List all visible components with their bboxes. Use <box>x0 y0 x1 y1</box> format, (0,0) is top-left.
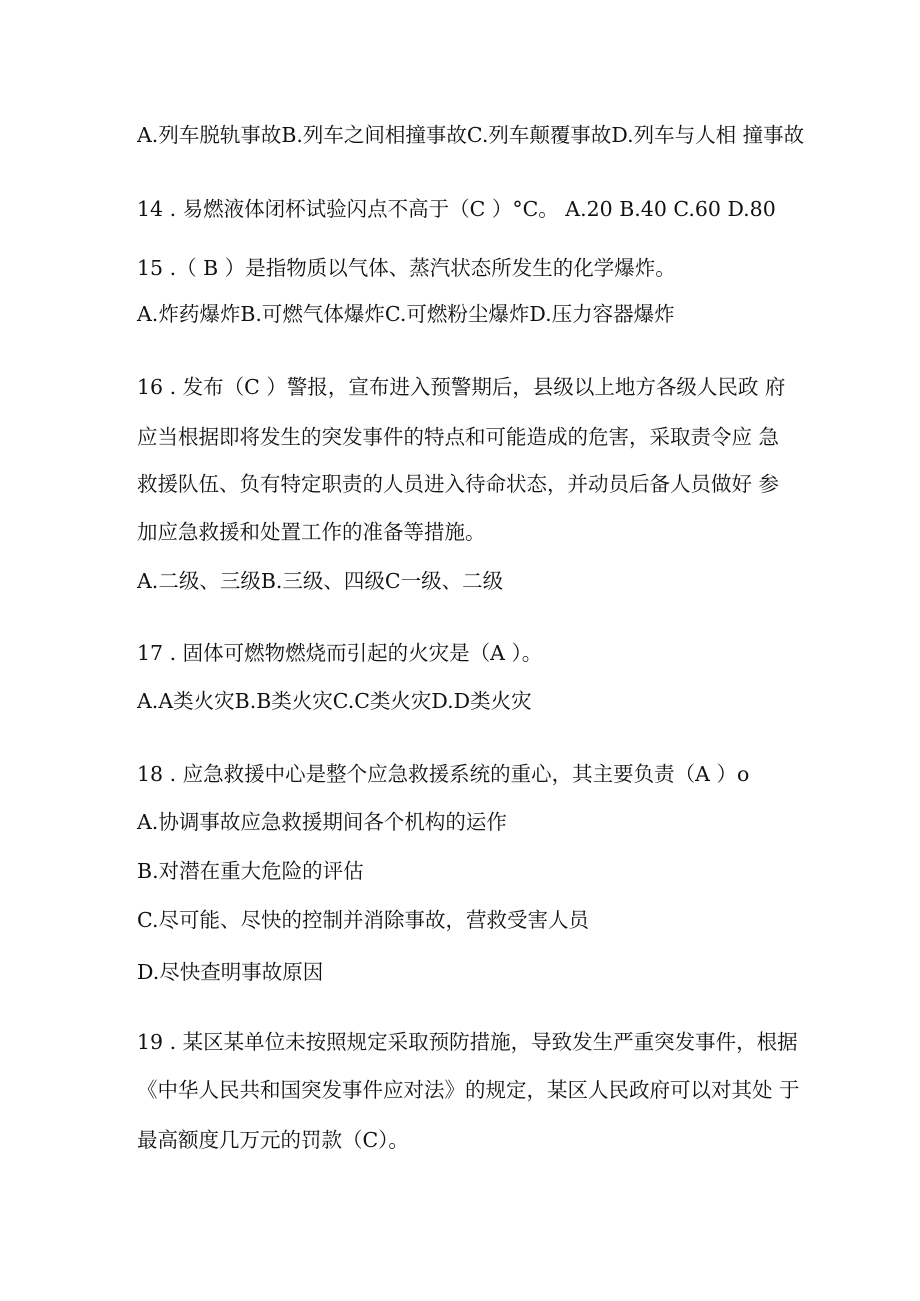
q16-question-line-3: 救援队伍、负有特定职责的人员进入待命状态，并动员后备人员做好 参 <box>137 472 780 496</box>
q19-question-line-2: 《中华人民共和国突发事件应对法》的规定，某区人民政府可以对其处 于 <box>137 1078 800 1102</box>
q18-option-c: C.尽可能、尽快的控制并消除事故，营救受害人员 <box>137 908 589 932</box>
q16-options: A.二级、三级B.三级、四级C一级、二级 <box>137 569 504 593</box>
q14-question: 14 . 易燃液体闭杯试验闪点不高于（C ）°C。 A.20 B.40 C.60 D.80 <box>137 197 776 221</box>
q17-options: A.A类火灾B.B类火灾C.C类火灾D.D类火灾 <box>137 689 532 713</box>
q17-question: 17 . 固体可燃物燃烧而引起的火灾是（A ）。 <box>137 641 543 665</box>
q16-question-line-4: 加应急救援和处置工作的准备等措施。 <box>137 520 486 544</box>
q19-question-line-3: 最高额度几万元的罚款（C）。 <box>137 1128 409 1152</box>
q16-question-line-1: 16 . 发布（C ）警报，宣布进入预警期后，县级以上地方各级人民政 府 <box>137 375 786 399</box>
q18-question: 18 . 应急救援中心是整个应急救援系统的重心，其主要负责（A ）o <box>137 762 750 786</box>
q13-options: A.列车脱轨事故B.列车之间相撞事故C.列车颠覆事故D.列车与人相 撞事故 <box>137 123 805 147</box>
q15-options: A.炸药爆炸B.可燃气体爆炸C.可燃粉尘爆炸D.压力容器爆炸 <box>137 302 675 326</box>
q18-option-b: B.对潜在重大危险的评估 <box>137 859 364 883</box>
q18-option-d: D.尽快查明事故原因 <box>137 960 324 984</box>
q16-question-line-2: 应当根据即将发生的突发事件的特点和可能造成的危害，采取责令应 急 <box>137 425 780 449</box>
q19-question-line-1: 19 . 某区某单位未按照规定采取预防措施，导致发生严重突发事件，根据 <box>137 1030 798 1054</box>
q15-question: 15 .（ B ）是指物质以气体、蒸汽状态所发生的化学爆炸。 <box>137 256 676 280</box>
q18-option-a: A.协调事故应急救援期间各个机构的运作 <box>137 810 507 834</box>
